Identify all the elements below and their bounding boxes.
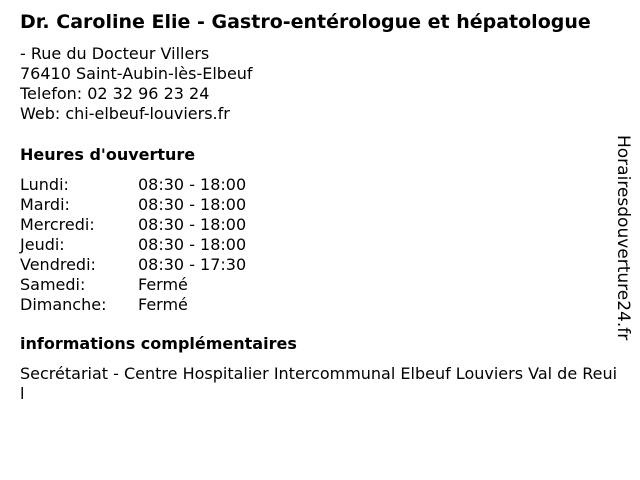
day-label: Jeudi: [20, 235, 65, 254]
address-block [20, 44, 253, 124]
time-value: Fermé [138, 275, 188, 294]
time-value: 08:30 - 18:00 [138, 195, 247, 214]
hours-heading: Heures d'ouverture [20, 145, 196, 164]
time-value: 08:30 - 17:30 [138, 255, 247, 274]
time-value: 08:30 - 18:00 [138, 235, 247, 254]
info-text: Secrétariat - Centre Hospitalier Intercommunal Elbeuf Louviers Val de Reuil [20, 364, 618, 403]
day-label: Mardi: [20, 195, 70, 214]
time-value: 08:30 - 18:00 [138, 175, 247, 194]
time-value: 08:30 - 18:00 [138, 215, 247, 234]
page-title: Dr. Caroline Elie - Gastro-entérologue et hépatologue [20, 11, 591, 33]
day-label: Vendredi: [20, 255, 96, 274]
day-label: Lundi: [20, 175, 69, 194]
website: Web: chi-elbeuf-louviers.fr [20, 104, 230, 123]
city-address: 76410 Saint-Aubin-lès-Elbeuf [20, 64, 253, 83]
day-label: Dimanche: [20, 295, 107, 314]
day-label: Samedi: [20, 275, 86, 294]
street-address: - Rue du Docteur Villers [20, 44, 210, 63]
day-label: Mercredi: [20, 215, 95, 234]
phone-number: Telefon: 02 32 96 23 24 [20, 84, 210, 103]
watermark-text: Horairesdouverture24.fr [613, 135, 633, 341]
info-heading: informations complémentaires [20, 334, 297, 353]
time-value: Fermé [138, 295, 188, 314]
